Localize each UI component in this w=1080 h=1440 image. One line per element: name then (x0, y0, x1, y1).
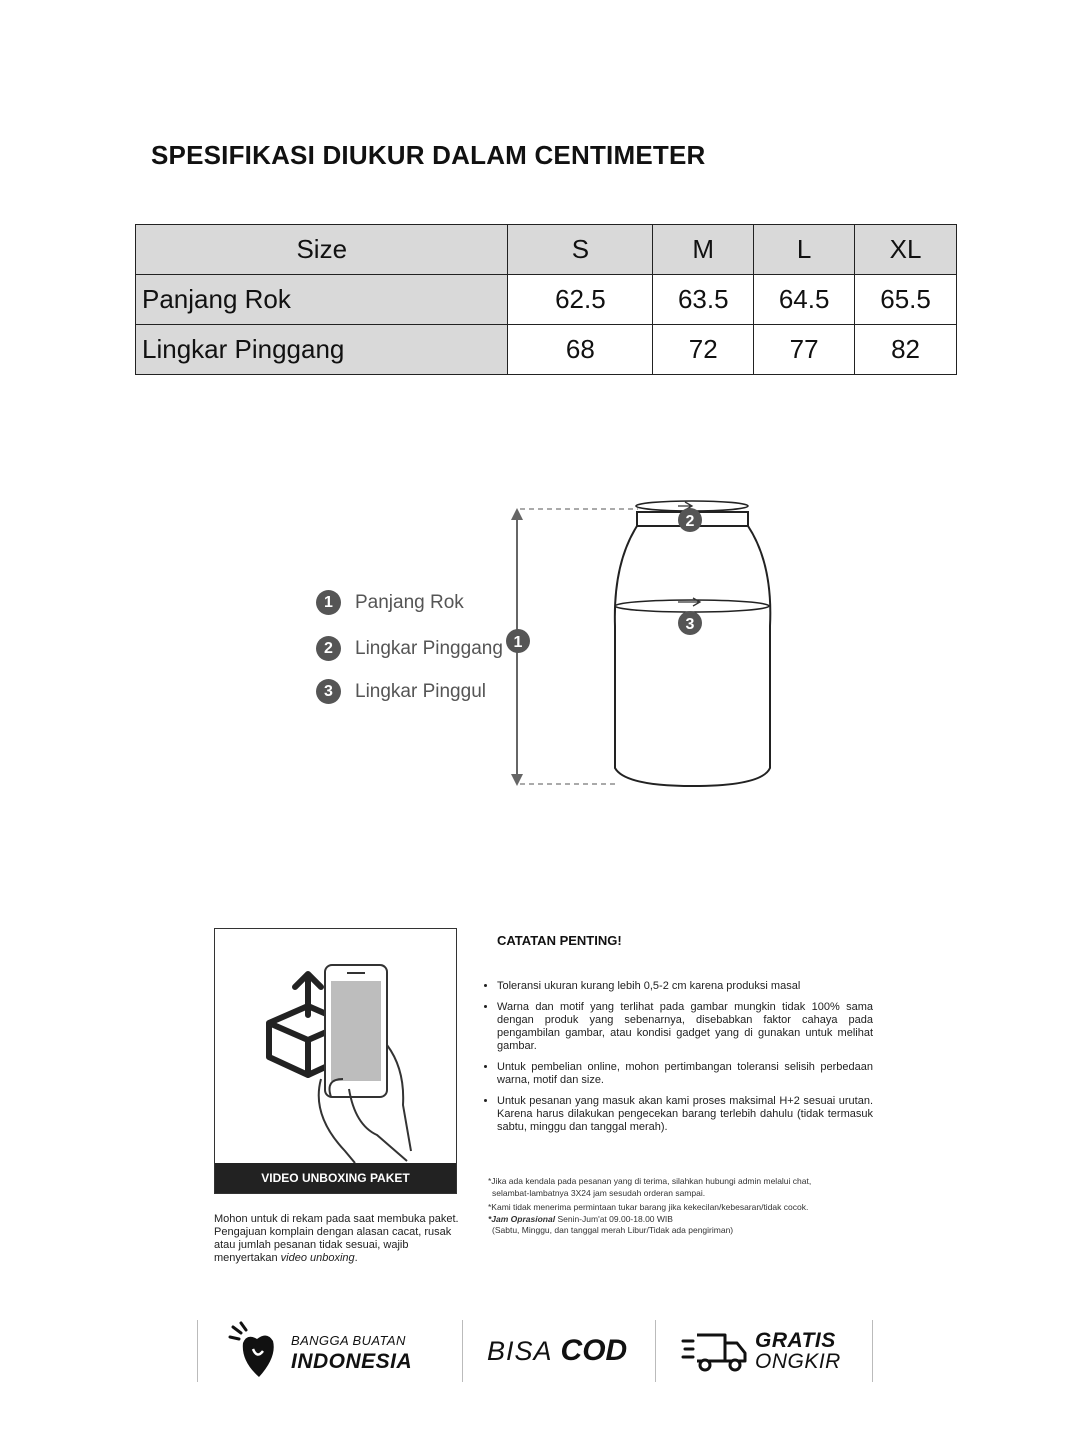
list-item: • Warna dan motif yang terlihat pada gambar mungkin tidak 100% sama dengan produk yang sebenarnya, disebabkan faktor cahaya pada pengambilan gambar, atau kondisi gadget yang di gunakan untuk melihat gambar. (497, 1001, 873, 1053)
marker-1-number: 1 (513, 634, 523, 651)
made-in-line1: BANGGA BUATAN (291, 1333, 406, 1348)
unboxing-note-emphasis: video unboxing (280, 1252, 355, 1264)
marker-1 (506, 629, 530, 653)
legend-number: 1 (316, 590, 341, 615)
check-circle-icon (627, 1351, 628, 1352)
hours-note: (Sabtu, Minggu, dan tanggal merah Libur/Tidak ada pengiriman) (492, 1225, 734, 1235)
notes-list (480, 980, 873, 1142)
notes-title: CATATAN PENTING! (497, 933, 622, 948)
skirt-outline (615, 501, 770, 786)
heart-flag-icon (227, 1321, 283, 1381)
table-row (136, 275, 957, 325)
header-cell: S (508, 225, 653, 275)
legend-item (316, 679, 486, 704)
table-cell: 77 (754, 325, 855, 375)
table-cell: 65.5 (855, 275, 957, 325)
legend-number: 2 (316, 636, 341, 661)
hours-value: Senin-Jum'at 09.00-18.00 WIB (555, 1213, 673, 1224)
legend-number: 3 (316, 679, 341, 704)
unboxing-banner: VIDEO UNBOXING PAKET (215, 1163, 456, 1193)
divider (462, 1320, 463, 1382)
footnote: *Jika ada kendala pada pesanan yang di terima, silahkan hubungi admin melalui chat, (488, 1176, 812, 1186)
made-in-indonesia-badge (227, 1320, 412, 1382)
list-item: • Toleransi ukuran kurang lebih 0,5-2 cm karena produksi masal (497, 980, 873, 993)
footnote: selambat-lambatnya 3X24 jam sesudah orderan sampai. (492, 1187, 706, 1198)
legend-item (316, 590, 464, 615)
unboxing-note-end: . (354, 1252, 358, 1264)
row-label: Panjang Rok (136, 275, 508, 325)
table-header-row (136, 225, 957, 275)
footnotes (488, 1176, 888, 1237)
table-cell: 64.5 (754, 275, 855, 325)
cod-prefix: BISA (487, 1335, 553, 1366)
unboxing-illustration (215, 929, 455, 1163)
table-row (136, 325, 957, 375)
legend-label: Panjang Rok (355, 591, 464, 613)
badge-strip (197, 1320, 873, 1382)
row-label: Lingkar Pinggang (136, 325, 508, 375)
unboxing-note-text: Mohon untuk di rekam pada saat membuka paket. Pengajuan komplain dengan alasan cacat, rusak atau jumlah pesanan tidak sesuai, wajib menyertakan (214, 1213, 459, 1264)
skirt-diagram (500, 496, 790, 792)
made-in-line2: INDONESIA (291, 1350, 413, 1373)
header-cell: L (754, 225, 855, 275)
header-cell: M (653, 225, 754, 275)
footnote: *Kami tidak menerima permintaan tukar barang jika kekecilan/kebesaran/tidak cocok. (488, 1202, 809, 1212)
shipping-line2: ONGKIR (755, 1350, 841, 1373)
hours-label: *Jam Oprasional (488, 1213, 556, 1224)
size-table (135, 224, 957, 375)
marker-2-number: 2 (685, 513, 695, 530)
marker-3 (678, 611, 702, 635)
divider (872, 1320, 873, 1382)
unboxing-note (214, 1213, 464, 1265)
cod-main: COD (560, 1334, 628, 1367)
header-cell: Size (136, 225, 508, 275)
list-item: • Untuk pembelian online, mohon pertimbangan toleransi selisih perbedaan warna, motif dan size. (497, 1061, 873, 1087)
divider (197, 1320, 198, 1382)
delivery-truck-icon (681, 1329, 749, 1373)
table-cell: 72 (653, 325, 754, 375)
cod-badge (487, 1320, 628, 1382)
table-cell: 63.5 (653, 275, 754, 325)
marker-2 (678, 508, 702, 532)
legend-label: Lingkar Pinggul (355, 680, 486, 702)
divider (655, 1320, 656, 1382)
header-cell: XL (855, 225, 957, 275)
marker-3-number: 3 (685, 616, 695, 633)
free-shipping-badge (681, 1320, 841, 1382)
shipping-line1: GRATIS (755, 1329, 836, 1352)
legend-item (316, 636, 503, 661)
phone-hand-icon (319, 965, 411, 1163)
table-cell: 82 (855, 325, 957, 375)
table-cell: 68 (508, 325, 653, 375)
list-item: • Untuk pesanan yang masuk akan kami proses maksimal H+2 sesuai urutan. Karena harus dilakukan pengecekan barang terlebih dahulu (tidak termasuk sabtu, minggu dan tanggal merah). (497, 1095, 873, 1134)
table-cell: 62.5 (508, 275, 653, 325)
page-title: SPESIFIKASI DIUKUR DALAM CENTIMETER (151, 140, 706, 170)
operating-hours (488, 1214, 888, 1226)
legend-label: Lingkar Pinggang (355, 637, 503, 659)
unboxing-card (214, 928, 457, 1194)
